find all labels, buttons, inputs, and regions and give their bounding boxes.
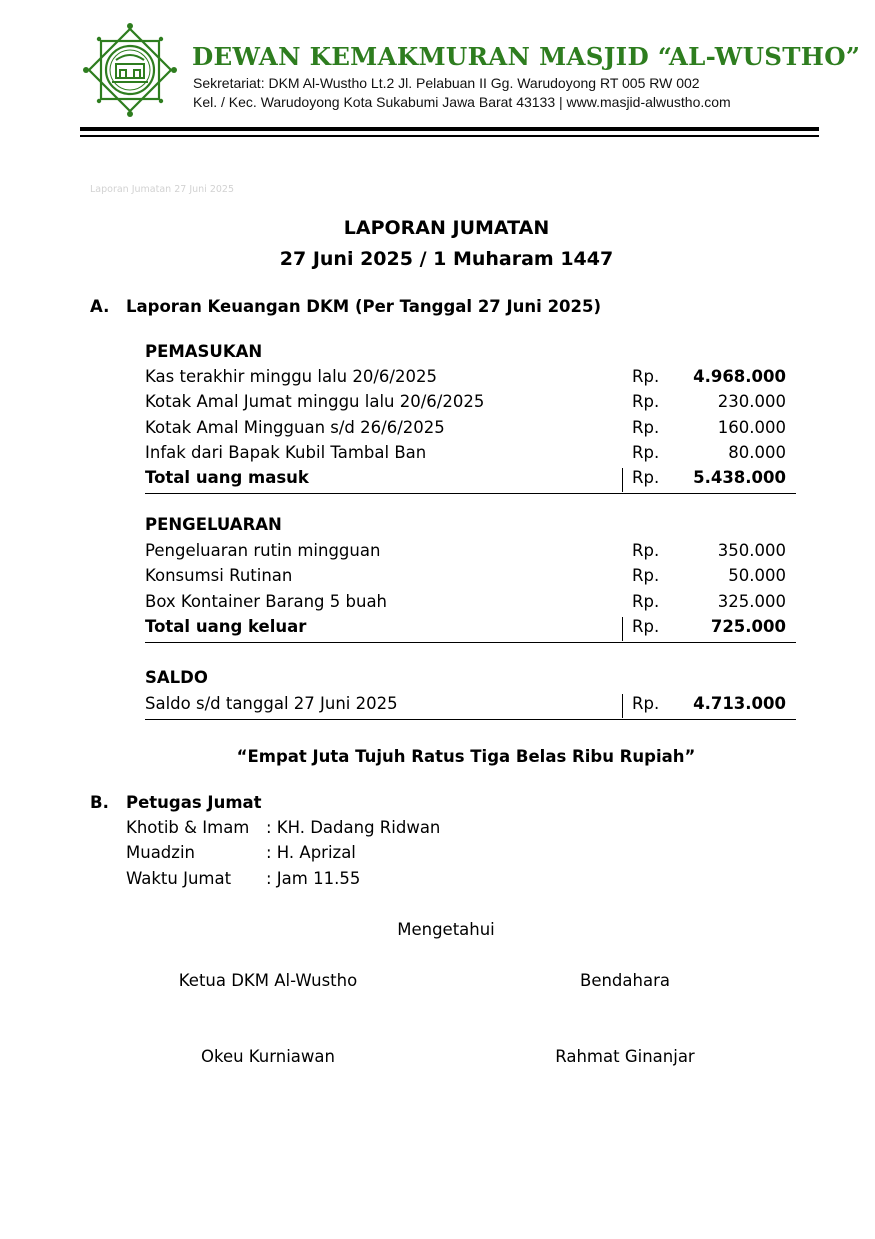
income-total-amount: 5.438.000 — [693, 468, 786, 487]
expense-heading: PENGELUARAN — [145, 515, 282, 534]
income-label: Kotak Amal Mingguan s/d 26/6/2025 — [145, 418, 445, 437]
income-row — [145, 367, 796, 392]
currency-label: Rp. — [632, 443, 660, 462]
duty-value: : H. Aprizal — [266, 843, 356, 862]
letterhead-divider-thick — [80, 127, 819, 131]
expense-amount: 350.000 — [717, 541, 786, 560]
expense-row — [145, 566, 796, 591]
income-label: Kotak Amal Jumat minggu lalu 20/6/2025 — [145, 392, 485, 411]
currency-label: Rp. — [632, 468, 660, 487]
duty-row — [126, 869, 361, 888]
income-amount: 80.000 — [728, 443, 786, 462]
header-watermark: Laporan Jumatan 27 Juni 2025 — [90, 184, 234, 195]
income-total-label: Total uang masuk — [145, 468, 309, 487]
chairman-name: Okeu Kurniawan — [201, 1047, 335, 1066]
expense-amount: 325.000 — [717, 592, 786, 611]
mosque-emblem-icon — [80, 20, 180, 120]
income-row — [145, 392, 796, 417]
duty-row — [126, 843, 356, 862]
report-date: 27 Juni 2025 / 1 Muharam 1447 — [279, 248, 614, 270]
income-row — [145, 443, 796, 468]
currency-label: Rp. — [632, 592, 660, 611]
expense-total-label: Total uang keluar — [145, 617, 307, 636]
income-label: Infak dari Bapak Kubil Tambal Ban — [145, 443, 427, 462]
income-amount: 230.000 — [717, 392, 786, 411]
report-title: LAPORAN JUMATAN — [343, 217, 550, 239]
address-line-2: Kel. / Kec. Warudoyong Kota Sukabumi Jawa Barat 43133 | www.masjid-alwustho.com — [193, 94, 731, 110]
currency-label: Rp. — [632, 367, 660, 386]
expense-total-amount: 725.000 — [710, 617, 786, 636]
letterhead-divider-thin — [80, 135, 819, 137]
currency-label: Rp. — [632, 418, 660, 437]
income-heading: PEMASUKAN — [145, 342, 263, 361]
section-b-title: Petugas Jumat — [126, 793, 262, 812]
expense-row — [145, 541, 796, 566]
address-line-1: Sekretariat: DKM Al-Wustho Lt.2 Jl. Pelabuan II Gg. Warudoyong RT 005 RW 002 — [193, 75, 700, 91]
duty-role: Waktu Jumat — [126, 869, 232, 888]
income-amount: 4.968.000 — [693, 367, 786, 386]
treasurer-name: Rahmat Ginanjar — [555, 1047, 695, 1066]
income-amount: 160.000 — [717, 418, 786, 437]
duty-value: : Jam 11.55 — [266, 869, 361, 888]
chairman-role: Ketua DKM Al-Wustho — [178, 971, 358, 990]
expense-row — [145, 592, 796, 617]
expense-amount: 50.000 — [728, 566, 786, 585]
section-a-letter: A. — [90, 297, 110, 316]
balance-row — [145, 694, 796, 720]
currency-label: Rp. — [632, 694, 660, 713]
balance-heading: SALDO — [145, 668, 208, 687]
expense-label: Box Kontainer Barang 5 buah — [145, 592, 388, 611]
duty-value: : KH. Dadang Ridwan — [266, 818, 441, 837]
income-label: Kas terakhir minggu lalu 20/6/2025 — [145, 367, 437, 386]
balance-label: Saldo s/d tanggal 27 Juni 2025 — [145, 694, 398, 713]
income-row — [145, 418, 796, 443]
duty-role: Khotib & Imam — [126, 818, 250, 837]
expense-total-row — [145, 617, 796, 643]
currency-label: Rp. — [632, 566, 660, 585]
currency-label: Rp. — [632, 541, 660, 560]
duty-row — [126, 818, 441, 837]
acknowledged-label: Mengetahui — [397, 920, 495, 939]
section-b-letter: B. — [90, 793, 109, 812]
duty-role: Muadzin — [126, 843, 195, 862]
expense-label: Pengeluaran rutin mingguan — [145, 541, 381, 560]
currency-label: Rp. — [632, 392, 660, 411]
organization-name: DEWAN KEMAKMURAN MASJID “AL-WUSTHO” — [192, 42, 861, 71]
amount-in-words: “Empat Juta Tujuh Ratus Tiga Belas Ribu Rupiah” — [236, 747, 696, 766]
currency-label: Rp. — [632, 617, 660, 636]
section-a-title: Laporan Keuangan DKM (Per Tanggal 27 Juni 2025) — [126, 297, 602, 316]
balance-amount: 4.713.000 — [693, 694, 786, 713]
income-total-row — [145, 468, 796, 494]
expense-label: Konsumsi Rutinan — [145, 566, 293, 585]
treasurer-role: Bendahara — [580, 971, 670, 990]
